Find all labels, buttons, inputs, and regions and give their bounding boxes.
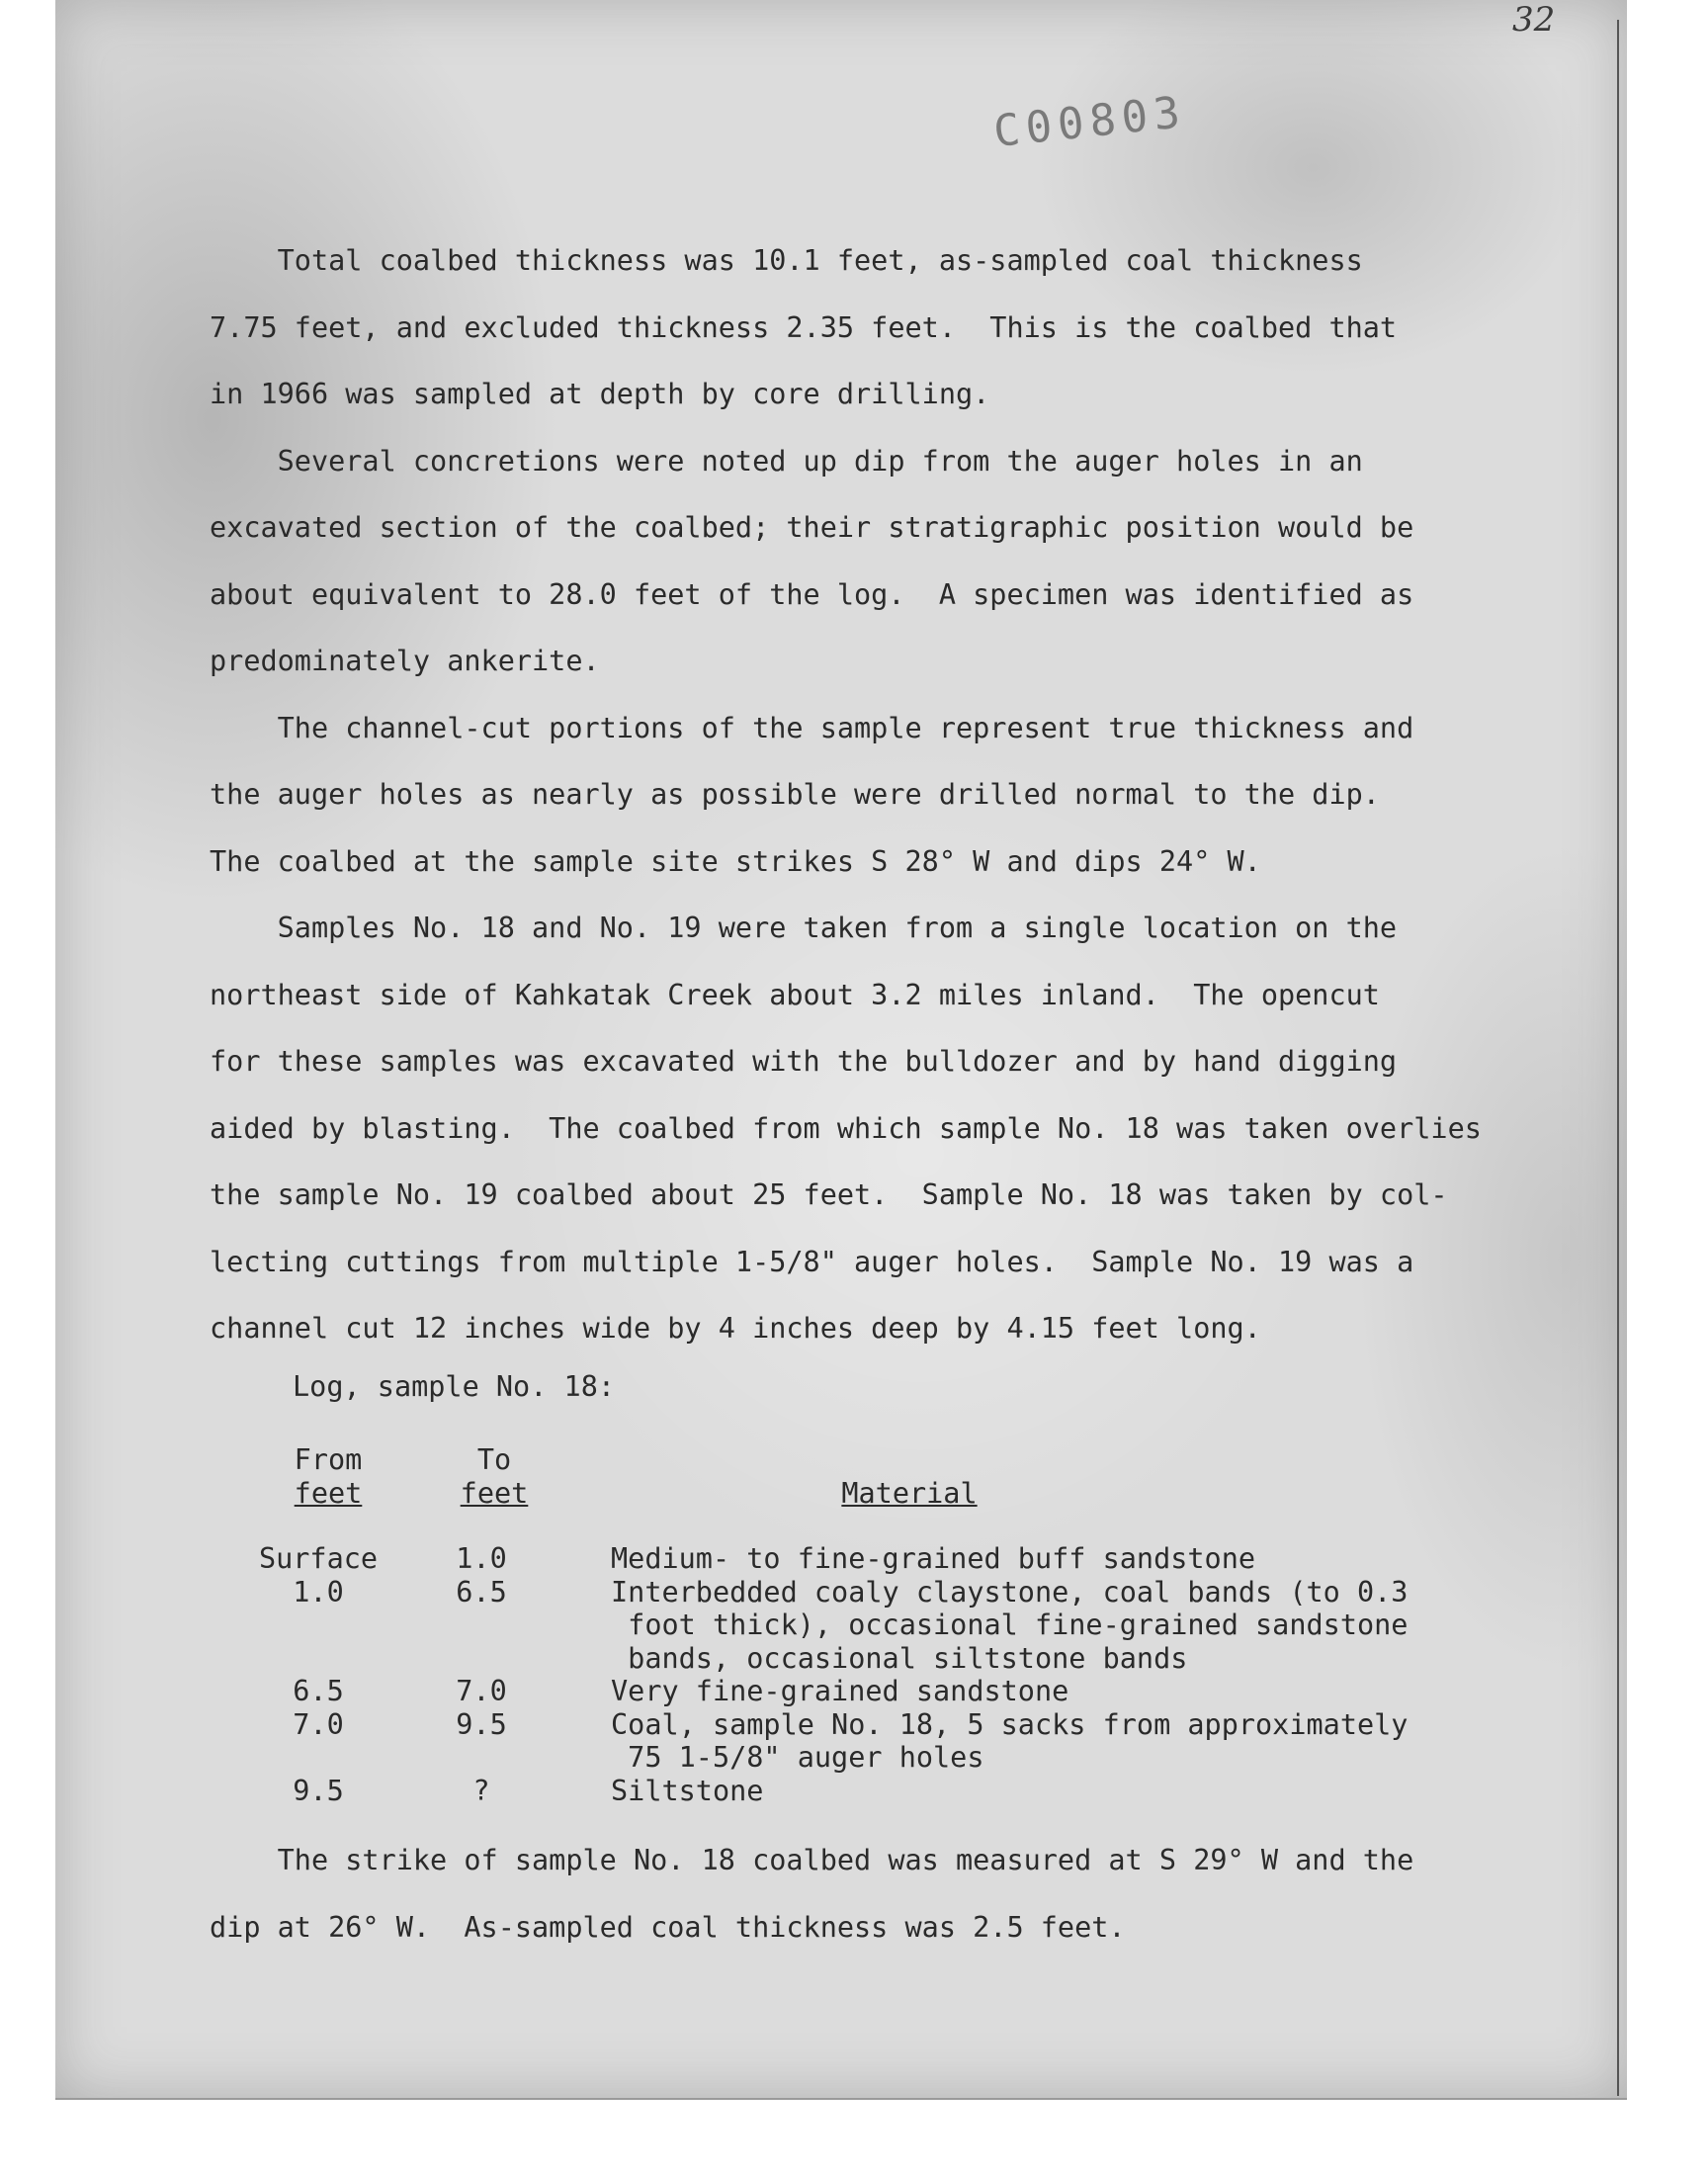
to-header-bottom: feet <box>460 1477 529 1510</box>
log-material-line: Medium- to fine-grained buff sandstone <box>611 1542 1256 1575</box>
body-line: northeast side of Kahkatak Creek about 3.2 miles inland. The opencut <box>210 978 1380 1011</box>
closing-paragraph <box>210 1827 1413 1960</box>
body-line: lecting cuttings from multiple 1-5/8" auger holes. Sample No. 19 was a <box>210 1245 1414 1278</box>
page-edge-line <box>1617 20 1619 2096</box>
log-row <box>210 1708 1408 1775</box>
log-row <box>210 1576 1408 1676</box>
material-header-label: Material <box>841 1477 978 1510</box>
body-line: Samples No. 18 and No. 19 were taken from a single location on the <box>210 912 1398 944</box>
body-line: channel cut 12 inches wide by 4 inches deep by 4.15 feet long. <box>210 1312 1261 1345</box>
log-to-cell: ? <box>472 1774 490 1807</box>
body-paragraphs <box>210 227 1524 1362</box>
log-from-cell: 6.5 <box>293 1675 344 1707</box>
body-line: excavated section of the coalbed; their stratigraphic position would be <box>210 511 1414 544</box>
document-stamp: C00803 <box>990 86 1189 158</box>
log-row <box>210 1542 1408 1576</box>
log-row <box>210 1675 1408 1708</box>
material-header <box>791 1477 1028 1511</box>
closing-line: The strike of sample No. 18 coalbed was measured at S 29° W and the <box>210 1844 1414 1876</box>
log-material-line: Very fine-grained sandstone <box>611 1675 1069 1707</box>
log-row <box>210 1775 1408 1808</box>
body-line: the auger holes as nearly as possible were drilled normal to the dip. <box>210 778 1380 811</box>
body-line: in 1966 was sampled at depth by core drilling. <box>210 378 990 410</box>
log-material-line: Siltstone <box>611 1774 764 1807</box>
body-line: for these samples was excavated with the bulldozer and by hand digging <box>210 1045 1398 1078</box>
body-line: The coalbed at the sample site strikes S 28° W and dips 24° W. <box>210 844 1261 878</box>
log-material-line: foot thick), occasional fine-grained sandstone <box>611 1609 1409 1641</box>
from-header-bottom: feet <box>294 1477 363 1510</box>
from-header-top: From <box>294 1443 363 1476</box>
log-to-cell: 1.0 <box>456 1542 507 1575</box>
body-line: Several concretions were noted up dip from the auger holes in an <box>210 444 1363 478</box>
log-material-line: Interbedded coaly claystone, coal bands (to 0.3 <box>611 1575 1409 1609</box>
body-line: 7.75 feet, and excluded thickness 2.35 feet. This is the coalbed that <box>210 310 1398 344</box>
log-material-line: 75 1-5/8" auger holes <box>611 1741 984 1774</box>
log-from-cell: Surface <box>258 1542 379 1575</box>
log-material-line: bands, occasional siltstone bands <box>611 1641 1188 1675</box>
body-line: aided by blasting. The coalbed from which sample No. 18 was taken overlies <box>210 1111 1482 1145</box>
body-line: The channel-cut portions of the sample represent true thickness and <box>210 711 1414 744</box>
log-table <box>210 1542 1408 1807</box>
body-line: about equivalent to 28.0 feet of the log. A specimen was identified as <box>210 577 1414 611</box>
page-number: 32 <box>1512 0 1556 40</box>
log-to-cell: 6.5 <box>456 1575 507 1609</box>
body-line: Total coalbed thickness was 10.1 feet, as-sampled coal thickness <box>210 244 1363 277</box>
log-title: Log, sample No. 18: <box>293 1370 616 1403</box>
log-from-cell: 7.0 <box>293 1707 344 1741</box>
log-material-line: Coal, sample No. 18, 5 sacks from approximately <box>611 1707 1409 1741</box>
to-header-top: To <box>476 1443 512 1476</box>
body-line: predominately ankerite. <box>210 645 600 677</box>
closing-line: dip at 26° W. As-sampled coal thickness was 2.5 feet. <box>210 1910 1126 1944</box>
log-to-cell: 7.0 <box>456 1675 507 1707</box>
from-header <box>289 1443 368 1511</box>
log-from-cell: 1.0 <box>293 1575 344 1609</box>
body-line: the sample No. 19 coalbed about 25 feet. Sample No. 18 was taken by col- <box>210 1178 1448 1211</box>
to-header <box>457 1443 532 1511</box>
log-from-cell: 9.5 <box>293 1774 344 1807</box>
log-to-cell: 9.5 <box>456 1707 507 1741</box>
